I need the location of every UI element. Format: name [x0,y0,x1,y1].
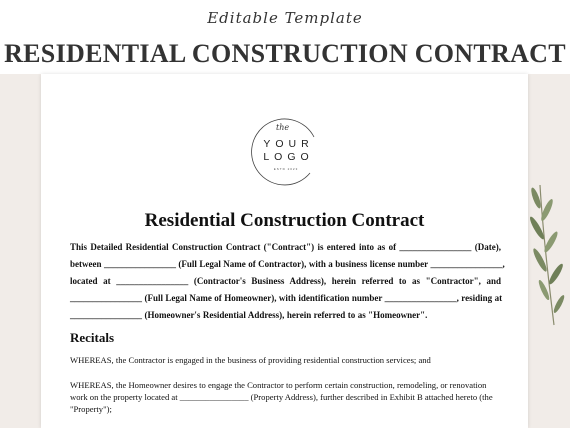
script-subtitle: Editable Template [207,9,363,27]
intro-line: ________________ (Full Legal Name of Homeowner), with identification number ________________, residing at [70,293,503,303]
intro-line: located at ________________ (Contractor's Business Address), herein referred to as "Contractor", and [70,276,501,286]
logo-placeholder [248,113,324,189]
logo-est-text: ESTD 2023 [273,167,299,171]
logo-logo-text: LOGO [263,151,314,163]
intro-line: ________________ (Homeowner's Residential Address), herein referred to as "Homeowner". [70,310,428,320]
olive-sprig-decoration [510,180,570,330]
whereas-clause-2: WHEREAS, the Homeowner desires to engage the Contractor to perform certain construction, remodeling, or renovation work on the property located at ________________ (Property Address), further described in Exhibit B attached hereto (the "Property"); [70,380,493,414]
logo-the-script: the [276,123,290,132]
intro-paragraph [70,239,505,324]
header-banner [0,0,570,74]
logo-your-text: YOUR [263,138,314,150]
banner-title: RESIDENTIAL CONSTRUCTION CONTRACT [4,39,566,68]
intro-line: This Detailed Residential Construction Contract ("Contract") is entered into as of ________________ (Date), [70,242,501,252]
intro-line: between ________________ (Full Legal Name of Contractor), with a business license number ________________, [70,259,505,269]
olive-sprig-icon [510,180,570,330]
whereas-clause-1: WHEREAS, the Contractor is engaged in the business of providing residential construction services; and [70,355,431,365]
recitals-heading: Recitals [70,330,115,345]
document-title: Residential Construction Contract [144,210,425,231]
